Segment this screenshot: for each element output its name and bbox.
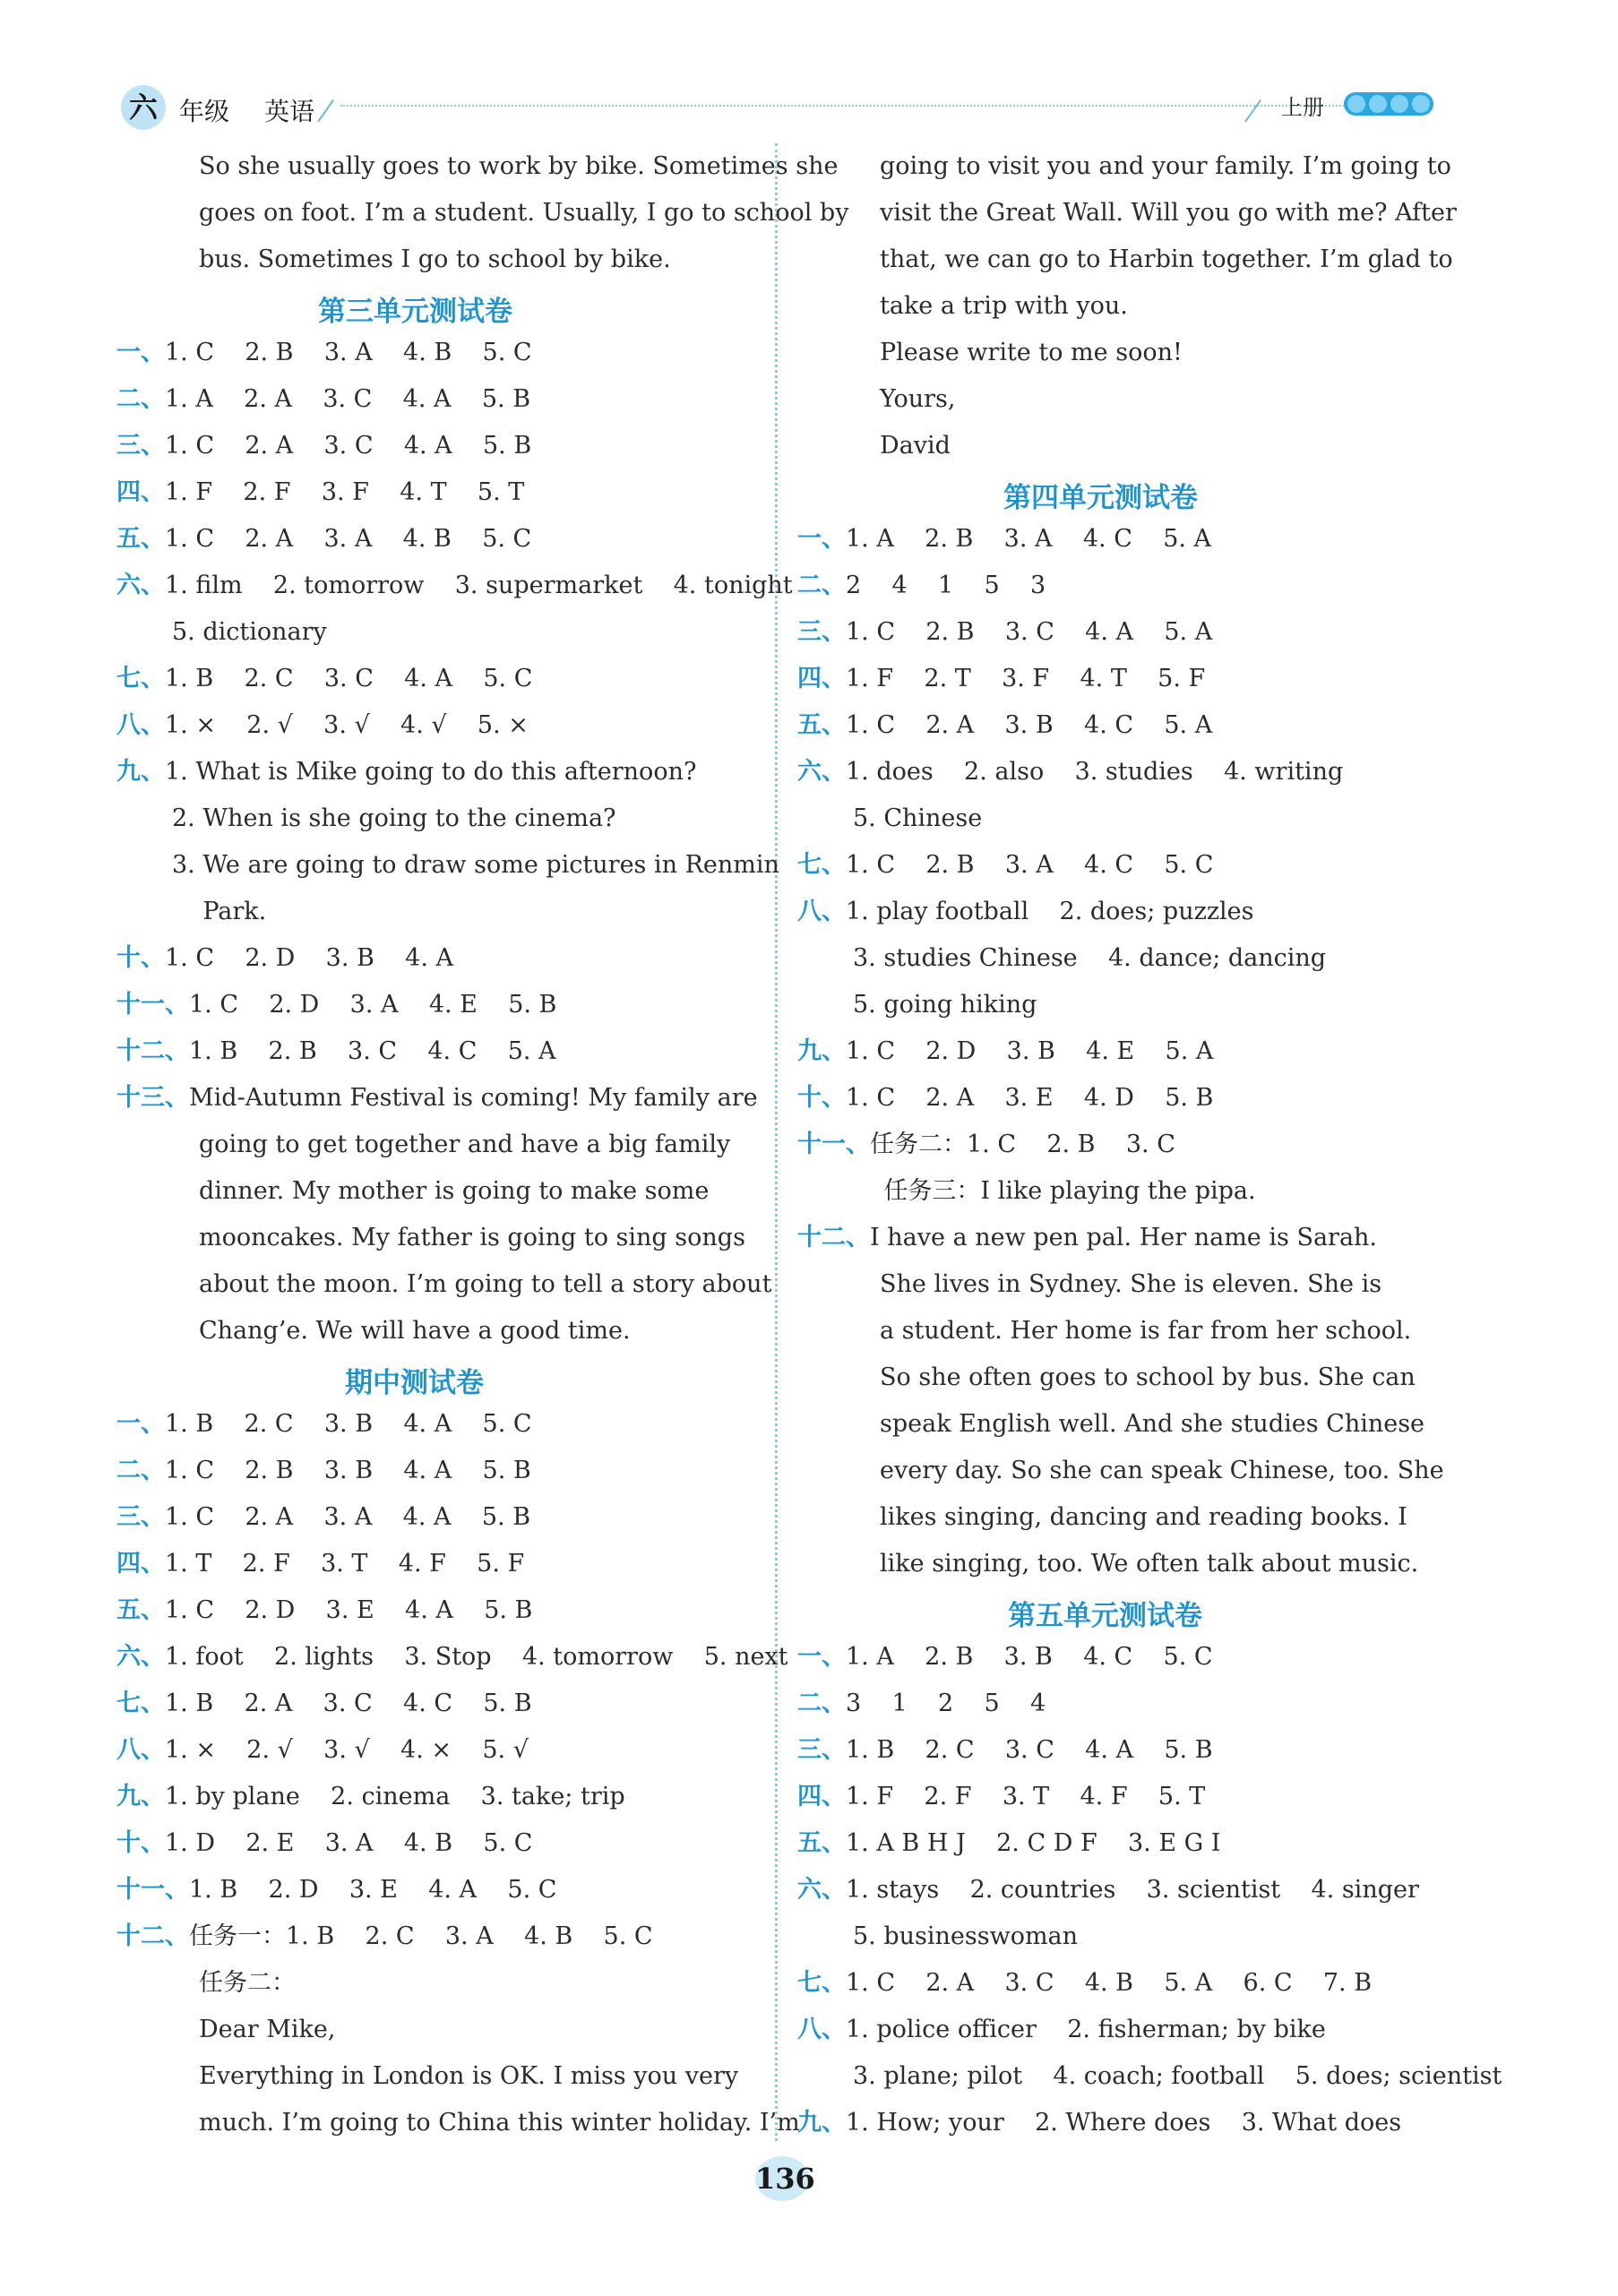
text-line: David bbox=[880, 432, 951, 460]
answer-text: 1. F 2. F 3. T 4. F 5. T bbox=[846, 1783, 1206, 1810]
question-number: 二、 bbox=[797, 1690, 846, 1717]
answer-row bbox=[116, 1448, 531, 1494]
page-number: 136 bbox=[755, 2156, 809, 2201]
answer-text: every day. So she can speak Chinese, too. She bbox=[880, 1457, 1444, 1484]
answer-row bbox=[116, 1075, 758, 1122]
answer-text: 1. B 2. C 3. C 4. A 5. B bbox=[846, 1736, 1213, 1764]
answer-text: 1. A 2. B 3. B 4. C 5. C bbox=[846, 1643, 1213, 1671]
answer-text: 1. film 2. tomorrow 3. supermarket 4. tonight bbox=[165, 572, 793, 599]
answer-row bbox=[880, 1448, 1444, 1494]
answer-row bbox=[797, 1215, 1377, 1261]
question-number: 四、 bbox=[797, 1783, 846, 1810]
text-line: Yours, bbox=[880, 385, 956, 413]
answer-row bbox=[853, 2053, 1502, 2100]
question-number: 七、 bbox=[116, 1690, 165, 1717]
answer-text: 1. C 2. A 3. C 4. A 5. B bbox=[165, 432, 532, 460]
answer-row bbox=[199, 1122, 730, 1168]
answer-row bbox=[853, 935, 1326, 982]
answer-text: Dear Mike, bbox=[199, 2016, 336, 2043]
question-number: 三、 bbox=[116, 432, 165, 460]
answer-text: 1. B 2. C 3. C 4. A 5. C bbox=[165, 665, 533, 692]
question-number: 六、 bbox=[797, 1876, 846, 1904]
answer-text: 2. When is she going to the cinema? bbox=[172, 804, 616, 832]
answer-row bbox=[797, 656, 1205, 702]
answer-text: 1. C 2. A 3. B 4. C 5. A bbox=[846, 711, 1213, 739]
answer-row bbox=[116, 1494, 530, 1541]
answer-text: Mid-Autumn Festival is coming! My family are bbox=[189, 1084, 758, 1112]
text-line: So she usually goes to work by bike. Sometimes she bbox=[199, 152, 839, 180]
text-line: goes on foot. I’m a student. Usually, I go to school by bbox=[199, 199, 849, 227]
question-number: 九、 bbox=[797, 1037, 846, 1065]
text-line: take a trip with you. bbox=[880, 292, 1128, 320]
answer-text: 1. C 2. D 3. A 4. E 5. B bbox=[189, 991, 557, 1019]
volume-label: 上册 bbox=[1281, 95, 1324, 120]
answer-row bbox=[199, 1308, 631, 1354]
question-number: 六、 bbox=[797, 758, 846, 786]
answer-text: 1. by plane 2. cinema 3. take; trip bbox=[165, 1783, 625, 1810]
answer-row bbox=[116, 1820, 532, 1867]
question-number: 八、 bbox=[797, 2016, 846, 2043]
answer-row bbox=[797, 1075, 1213, 1122]
question-number: 十三、 bbox=[116, 1084, 189, 1112]
answer-text: going to get together and have a big family bbox=[199, 1131, 731, 1158]
answer-row bbox=[853, 1913, 1078, 1960]
question-number: 十二、 bbox=[797, 1224, 870, 1251]
answer-text: 任务三：I like playing the pipa. bbox=[853, 1177, 1256, 1205]
grade-badge: 六 bbox=[121, 85, 166, 130]
answer-row bbox=[116, 1028, 556, 1075]
question-number: 四、 bbox=[116, 1550, 165, 1578]
answer-text: 1. play football 2. does; puzzles bbox=[846, 898, 1254, 925]
answer-text: like singing, too. We often talk about music. bbox=[880, 1550, 1419, 1578]
answer-row bbox=[116, 935, 453, 982]
answer-row bbox=[853, 795, 982, 842]
answer-text: 1. B 2. C 3. B 4. A 5. C bbox=[165, 1410, 532, 1438]
question-number: 九、 bbox=[116, 1783, 165, 1810]
answer-text: 1. police officer 2. fisherman; by bike bbox=[846, 2016, 1326, 2043]
page-header bbox=[116, 85, 1442, 130]
answer-row bbox=[797, 749, 1343, 795]
answer-text: speak English well. And she studies Chinese bbox=[880, 1410, 1425, 1438]
answer-row bbox=[116, 516, 531, 563]
question-number: 八、 bbox=[116, 711, 165, 739]
answer-row bbox=[797, 889, 1254, 935]
question-number: 七、 bbox=[797, 851, 846, 879]
answer-text: 1. C 2. D 3. B 4. E 5. A bbox=[846, 1037, 1214, 1065]
answer-row bbox=[116, 1774, 625, 1820]
answer-text: 1. B 2. B 3. C 4. C 5. A bbox=[189, 1037, 556, 1065]
answer-text: 1. foot 2. lights 3. Stop 4. tomorrow 5. next bbox=[165, 1643, 788, 1671]
answer-text: 5. businesswoman bbox=[853, 1922, 1079, 1950]
section-title-unit5: 第五单元测试卷 bbox=[1008, 1600, 1202, 1632]
answer-text: 1. C 2. D 3. B 4. A bbox=[165, 944, 454, 972]
answer-row bbox=[199, 1168, 709, 1215]
answer-row bbox=[116, 749, 696, 795]
answer-text: 1. C 2. A 3. A 4. A 5. B bbox=[165, 1503, 531, 1531]
answer-text: 1. What is Mike going to do this afternoon? bbox=[165, 758, 697, 786]
answer-row bbox=[853, 982, 1037, 1028]
answer-text: She lives in Sydney. She is eleven. She is bbox=[880, 1270, 1382, 1298]
answer-row bbox=[172, 795, 616, 842]
question-number: 十、 bbox=[116, 944, 165, 972]
question-number: 三、 bbox=[797, 618, 846, 646]
question-number: 二、 bbox=[797, 572, 846, 599]
answer-row bbox=[880, 1261, 1381, 1308]
question-number: 十一、 bbox=[116, 1876, 189, 1904]
section-title-midterm: 期中测试卷 bbox=[345, 1367, 484, 1399]
answer-row bbox=[199, 1960, 296, 2007]
answer-text: 5. dictionary bbox=[172, 618, 327, 646]
answer-text: 1. C 2. B 3. A 4. C 5. C bbox=[846, 851, 1214, 879]
answer-text: 1. C 2. D 3. E 4. A 5. B bbox=[165, 1596, 533, 1624]
answer-text: 2 4 1 5 3 bbox=[846, 572, 1046, 599]
answer-row bbox=[116, 1727, 529, 1774]
answer-text: So she often goes to school by bus. She can bbox=[880, 1363, 1416, 1391]
answer-row bbox=[797, 1867, 1419, 1913]
answer-row bbox=[199, 1261, 771, 1308]
answer-text: 1. F 2. F 3. F 4. T 5. T bbox=[165, 478, 525, 506]
answer-text: 1. How; your 2. Where does 3. What does bbox=[846, 2109, 1402, 2137]
answer-text: 1. A B H J 2. C D F 3. E G I bbox=[846, 1829, 1221, 1857]
text-line: going to visit you and your family. I’m going to bbox=[880, 152, 1451, 180]
answer-row bbox=[797, 1960, 1372, 2007]
answer-row bbox=[797, 842, 1213, 889]
answer-text: 任务一：1. B 2. C 3. A 4. B 5. C bbox=[189, 1922, 653, 1950]
answer-row bbox=[116, 563, 793, 609]
question-number: 五、 bbox=[797, 1829, 846, 1857]
answer-row bbox=[880, 1494, 1407, 1541]
answer-text: 1. A 2. B 3. A 4. C 5. A bbox=[846, 525, 1212, 553]
question-number: 五、 bbox=[116, 1596, 165, 1624]
answer-text: 1. C 2. A 3. C 4. B 5. A 6. C 7. B bbox=[846, 1969, 1373, 1997]
answer-row bbox=[199, 1215, 745, 1261]
answer-row bbox=[797, 1681, 1046, 1727]
grade-label: 年级 bbox=[179, 97, 230, 126]
answer-row bbox=[116, 982, 556, 1028]
header-dotted-line bbox=[340, 105, 1362, 107]
question-number: 六、 bbox=[116, 572, 165, 599]
question-number: 八、 bbox=[116, 1736, 165, 1764]
answer-row bbox=[880, 1401, 1424, 1448]
answer-text: 1. B 2. A 3. C 4. C 5. B bbox=[165, 1690, 532, 1717]
question-number: 一、 bbox=[797, 1643, 846, 1671]
answer-row bbox=[116, 469, 524, 516]
answer-text: 5. Chinese bbox=[853, 804, 983, 832]
answer-text: 1. × 2. √ 3. √ 4. √ 5. × bbox=[165, 711, 529, 739]
answer-text: 1. C 2. B 3. C 4. A 5. A bbox=[846, 618, 1213, 646]
question-number: 一、 bbox=[116, 1410, 165, 1438]
question-number: 九、 bbox=[797, 2109, 846, 2137]
question-number: 十二、 bbox=[116, 1922, 189, 1950]
answer-text: I have a new pen pal. Her name is Sarah. bbox=[870, 1224, 1378, 1251]
answer-text: 3. studies Chinese 4. dance; dancing bbox=[853, 944, 1327, 972]
answer-text: dinner. My mother is going to make some bbox=[199, 1177, 710, 1205]
question-number: 十、 bbox=[797, 1084, 846, 1112]
answer-text: much. I’m going to China this winter holiday. I’m bbox=[199, 2109, 800, 2137]
header-slash-decoration bbox=[1244, 99, 1261, 123]
answer-row bbox=[116, 1681, 532, 1727]
answer-row bbox=[172, 609, 327, 656]
decorative-badge-icon bbox=[1344, 92, 1433, 116]
question-number: 一、 bbox=[116, 339, 165, 366]
question-number: 七、 bbox=[797, 1969, 846, 1997]
answer-text: 1. B 2. D 3. E 4. A 5. C bbox=[189, 1876, 557, 1904]
question-number: 五、 bbox=[797, 711, 846, 739]
answer-text: 3 1 2 5 4 bbox=[846, 1690, 1046, 1717]
answer-text: 任务二：1. C 2. B 3. C bbox=[870, 1131, 1175, 1158]
answer-text: 1. C 2. B 3. A 4. B 5. C bbox=[165, 339, 532, 366]
text-line: visit the Great Wall. Will you go with me? After bbox=[880, 199, 1457, 227]
answer-text: 1. T 2. F 3. T 4. F 5. F bbox=[165, 1550, 525, 1578]
answer-row bbox=[116, 1913, 653, 1960]
answer-text: 1. × 2. √ 3. √ 4. × 5. √ bbox=[165, 1736, 529, 1764]
question-number: 八、 bbox=[797, 898, 846, 925]
answer-row bbox=[797, 1727, 1213, 1774]
answer-text: 任务二： bbox=[199, 1969, 296, 1997]
answer-row bbox=[116, 656, 532, 702]
column-divider bbox=[775, 143, 778, 2141]
answer-row bbox=[199, 2053, 738, 2100]
question-number: 一、 bbox=[797, 525, 846, 553]
question-number: 七、 bbox=[116, 665, 165, 692]
answer-row bbox=[853, 1168, 1256, 1215]
answer-text: 1. F 2. T 3. F 4. T 5. F bbox=[846, 665, 1206, 692]
answer-text: 5. going hiking bbox=[853, 991, 1037, 1019]
answer-row bbox=[116, 1634, 788, 1681]
answer-text: 1. D 2. E 3. A 4. B 5. C bbox=[165, 1829, 533, 1857]
answer-text: likes singing, dancing and reading books. I bbox=[880, 1503, 1407, 1531]
answer-row bbox=[116, 423, 531, 469]
answer-text: Park. bbox=[172, 898, 267, 925]
answer-row bbox=[880, 1308, 1411, 1354]
answer-row bbox=[199, 2007, 335, 2053]
answer-text: 1. does 2. also 3. studies 4. writing bbox=[846, 758, 1344, 786]
answer-row bbox=[797, 1820, 1220, 1867]
answer-row bbox=[172, 842, 779, 889]
answer-row bbox=[797, 2100, 1401, 2146]
answer-row bbox=[172, 889, 266, 935]
answer-row bbox=[880, 1541, 1418, 1587]
answer-row bbox=[797, 702, 1212, 749]
answer-text: 1. A 2. A 3. C 4. A 5. B bbox=[165, 385, 531, 413]
answer-text: Everything in London is OK. I miss you very bbox=[199, 2062, 739, 2090]
question-number: 十一、 bbox=[116, 991, 189, 1019]
answer-row bbox=[116, 330, 532, 376]
answer-text: about the moon. I’m going to tell a story about bbox=[199, 1270, 772, 1298]
question-number: 四、 bbox=[116, 478, 165, 506]
answer-row bbox=[116, 702, 529, 749]
subject-label: 英语 bbox=[264, 97, 315, 126]
answer-row bbox=[797, 1774, 1205, 1820]
answer-row bbox=[880, 1354, 1416, 1401]
question-number: 二、 bbox=[116, 1457, 165, 1484]
text-line: Please write to me soon! bbox=[880, 339, 1183, 366]
answer-text: 3. We are going to draw some pictures in Renmin bbox=[172, 851, 779, 879]
question-number: 四、 bbox=[797, 665, 846, 692]
answer-row bbox=[797, 1122, 1175, 1168]
section-title-unit3: 第三单元测试卷 bbox=[318, 296, 512, 328]
answer-row bbox=[797, 516, 1211, 563]
answer-row bbox=[116, 1541, 524, 1587]
answer-text: 1. C 2. B 3. B 4. A 5. B bbox=[165, 1457, 531, 1484]
question-number: 三、 bbox=[116, 1503, 165, 1531]
question-number: 十、 bbox=[116, 1829, 165, 1857]
question-number: 十一、 bbox=[797, 1131, 870, 1158]
answer-text: 1. C 2. A 3. E 4. D 5. B bbox=[846, 1084, 1214, 1112]
question-number: 二、 bbox=[116, 385, 165, 413]
answer-text: 1. C 2. A 3. A 4. B 5. C bbox=[165, 525, 532, 553]
answer-text: 1. stays 2. countries 3. scientist 4. singer bbox=[846, 1876, 1419, 1904]
question-number: 九、 bbox=[116, 758, 165, 786]
answer-text: 3. plane; pilot 4. coach; football 5. does; scientist bbox=[853, 2062, 1502, 2090]
answer-row bbox=[199, 2100, 800, 2146]
answer-row bbox=[116, 1587, 532, 1634]
section-title-unit4: 第四单元测试卷 bbox=[1003, 482, 1198, 514]
question-number: 五、 bbox=[116, 525, 165, 553]
answer-text: mooncakes. My father is going to sing songs bbox=[199, 1224, 745, 1251]
answer-text: a student. Her home is far from her school. bbox=[880, 1317, 1412, 1345]
question-number: 六、 bbox=[116, 1643, 165, 1671]
header-slash-decoration bbox=[317, 99, 334, 123]
answer-row bbox=[797, 609, 1212, 656]
answer-row bbox=[116, 376, 530, 423]
answer-row bbox=[116, 1401, 532, 1448]
answer-row bbox=[797, 1028, 1213, 1075]
question-number: 三、 bbox=[797, 1736, 846, 1764]
answer-row bbox=[116, 1867, 556, 1913]
text-line: bus. Sometimes I go to school by bike. bbox=[199, 245, 671, 273]
answer-text: Chang’e. We will have a good time. bbox=[199, 1317, 631, 1345]
text-line: that, we can go to Harbin together. I’m glad to bbox=[880, 245, 1453, 273]
question-number: 十二、 bbox=[116, 1037, 189, 1065]
answer-row bbox=[797, 563, 1046, 609]
answer-row bbox=[797, 2007, 1326, 2053]
answer-row bbox=[797, 1634, 1213, 1681]
